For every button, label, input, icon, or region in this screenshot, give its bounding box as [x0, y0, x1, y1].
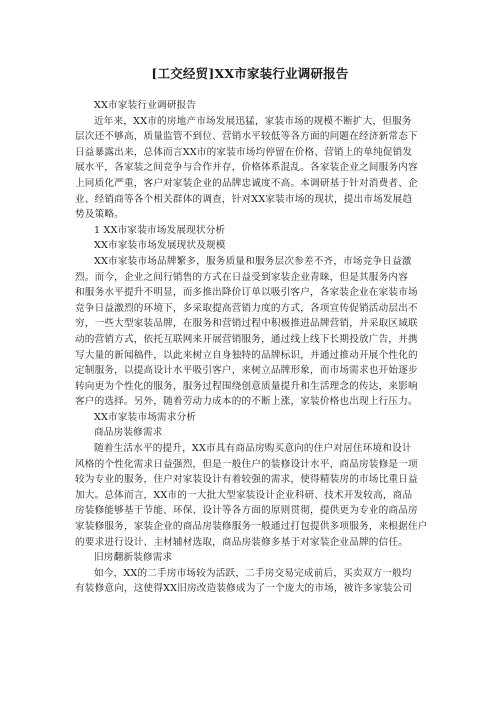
paragraph-line: 烈。而今，企业之间行销售的方式在日益受到家装企业青睐，但是其服务内容: [75, 271, 408, 283]
paragraph-line: 势及策略。: [75, 209, 124, 221]
paragraph-line: 日益暴露出来，总体而言XX市的家装市场均停留在价格、营销上的单纯促销发: [75, 146, 413, 158]
document-body: [75, 98, 430, 597]
paragraph-line: 上同质化严重，客户对家装企业的品牌忠诚度不高。本调研基于针对消费者、企: [75, 177, 418, 189]
paragraph-line: 家装修服务，家装企业的商品房装修服务一般通过打包提供多项服务，来根据住户: [75, 521, 428, 533]
document-title: [工交经贸]XX市家装行业调研报告: [151, 66, 349, 81]
paragraph-line: 转向更为个性化的服务，服务过程围绕创意质量提升和生活理念的传达，来影响: [75, 380, 418, 392]
paragraph-line: 房装修能够基于节能、环保、设计等各方面的原则贯彻，提供更为专业的商品房: [75, 505, 418, 517]
paragraph-line: 展水平，各家装之间竞争与合作并存，价格体系混乱。各家装企业之间服务内容: [75, 162, 418, 174]
paragraph-line: 有装修意向，这使得XX旧房改造装修成为了一个庞大的市场，被许多家装公司: [75, 583, 413, 595]
paragraph-line: 的要求进行设计、主材辅材选取，商品房装修多基于对家装企业品牌的信任。: [75, 536, 408, 548]
paragraph-line: 定制服务，以提高设计水平吸引客户，来树立品牌形象，而市场需求也开始逐步: [75, 365, 418, 377]
paragraph-line: 风格的个性化需求日益强烈，但是一般住户的装修设计水平，商品房装修是一项: [75, 458, 418, 470]
paragraph-line: 近年来，XX市的房地产市场发展迅猛，家装市场的规模不断扩大，但服务: [94, 115, 412, 127]
item-heading: 商品房装修需求: [94, 427, 163, 439]
paragraph-line: 写大量的新闻稿件，以此来树立自身独特的品牌标识，并通过推动开展个性化的: [75, 349, 418, 361]
paragraph-line: 和服务水平提升不明显，而多推出降价订单以吸引客户，各家装企业在家装市场: [75, 287, 418, 299]
paragraph-line: 如今，XX的二手房市场较为活跃，二手房交易完成前后，买卖双方一般均: [94, 567, 412, 579]
paragraph-line: 穷，一些大型家装品牌，在服务和营销过程中积极推进品牌营销，并采取区域联: [75, 318, 418, 330]
paragraph-line: 业、经销商等各个相关群体的调查，针对XX家装市场的现状，提出市场发展趋: [75, 193, 413, 205]
paragraph-line: 客户的选择。另外，随着劳动力成本的的不断上涨，家装价格也出现上行压力。: [75, 396, 418, 408]
subsection-heading: XX市家装市场发展现状及规模: [94, 240, 226, 252]
paragraph-line: 动的营销方式，依托互联网来开展营销服务，通过线上线下长期投放广告，并携: [75, 333, 418, 345]
paragraph-line: 较为专业的服务，住户对家装设计有着较强的需求，使得精装房的市场比重日益: [75, 474, 418, 486]
section-heading: 1 XX市家装市场发展现状分析: [94, 224, 226, 236]
paragraph-line: 随着生活水平的提升，XX市具有商品房购买意向的住户对居住环境和设计: [94, 443, 412, 455]
item-heading: 旧房翻新装修需求: [94, 552, 173, 564]
report-subtitle: XX市家装行业调研报告: [94, 100, 197, 111]
paragraph-line: 竞争日益激烈的环境下，多采取提高营销力度的方式，各项宣传促销活动层出不: [75, 302, 418, 314]
paragraph-line: 加大。总体而言，XX市的一大批大型家装设计企业科研、技术开发较高，商品: [75, 489, 413, 501]
paragraph-line: XX市家装市场品牌繁多，服务质量和服务层次参差不齐，市场竞争日益激: [94, 255, 412, 267]
subsection-heading: XX市家装市场需求分析: [94, 411, 197, 423]
paragraph-line: 层次还不够高，质量监管不到位、营销水平较低等各方面的问题在经济新常态下: [75, 131, 418, 143]
